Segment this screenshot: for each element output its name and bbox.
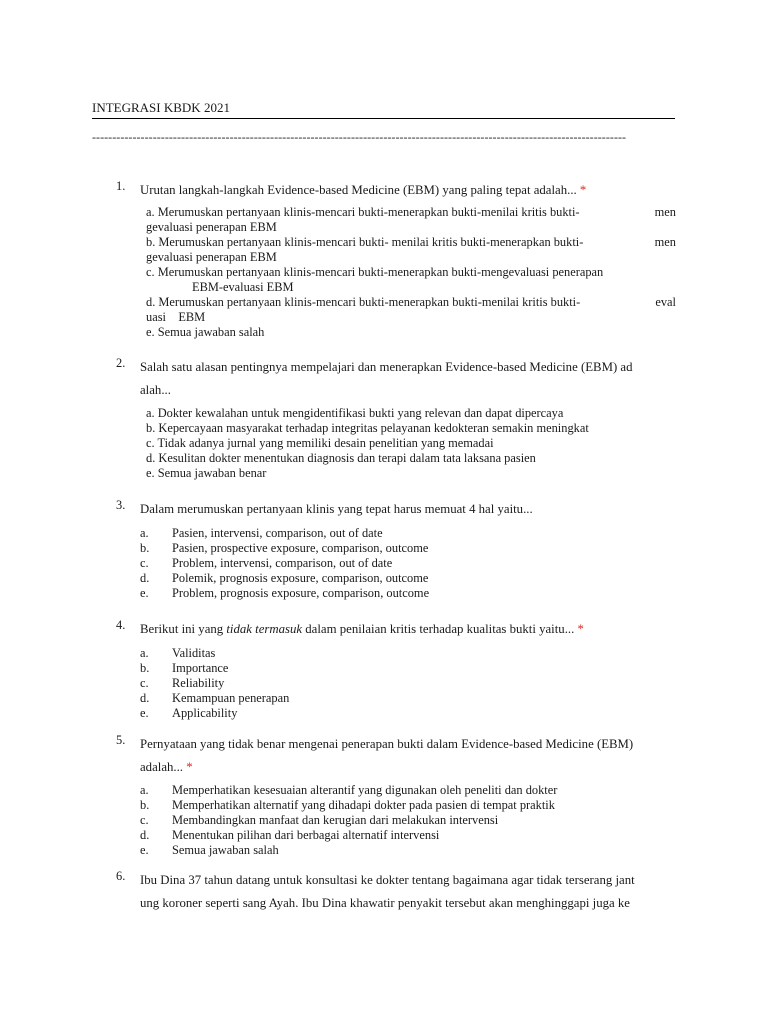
question-2 xyxy=(92,356,676,481)
options-list xyxy=(146,406,676,481)
options-list xyxy=(140,783,676,858)
option-c[interactable]: c. Tidak adanya jurnal yang memiliki desain penelitian yang memadai xyxy=(146,436,494,450)
options-list xyxy=(146,205,676,340)
question-text: Dalam merumuskan pertanyaan klinis yang tepat harus memuat 4 hal yaitu... xyxy=(140,502,533,516)
question-number: 4. xyxy=(116,618,126,632)
option-b[interactable]: b. Kepercayaan masyarakat terhadap integritas pelayanan kedokteran semakin meningkat xyxy=(146,421,589,435)
option-d[interactable]: d. Polemik, prognosis exposure, comparison, outcome xyxy=(140,571,429,585)
question-text: Urutan langkah-langkah Evidence-based Medicine (EBM) yang paling tepat adalah... * xyxy=(140,183,587,197)
question-number: 6. xyxy=(116,869,126,883)
option-c[interactable]: c. Problem, intervensi, comparison, out of date xyxy=(140,556,393,570)
options-list xyxy=(140,526,676,601)
option-c[interactable]: c. Membandingkan manfaat dan kerugian dari melakukan intervensi xyxy=(140,813,499,827)
question-number: 2. xyxy=(116,356,126,370)
question-number: 5. xyxy=(116,733,126,747)
question-5 xyxy=(92,733,676,858)
option-e[interactable]: e. Semua jawaban salah xyxy=(140,843,279,857)
question-6 xyxy=(92,869,676,915)
option-b[interactable]: b. Pasien, prospective exposure, comparison, outcome xyxy=(140,541,429,555)
option-e[interactable]: e. Applicability xyxy=(140,706,238,720)
question-3 xyxy=(92,498,676,601)
option-d[interactable]: d. Merumuskan pertanyaan klinis-mencari bukti-menerapkan bukti-menilai kritis bukti- eval uasi EBM xyxy=(146,295,676,324)
question-number: 1. xyxy=(116,179,126,193)
option-a[interactable]: a. Memperhatikan kesesuaian alterantif yang digunakan oleh peneliti dan dokter xyxy=(140,783,558,797)
option-a[interactable]: a. Dokter kewalahan untuk mengidentifikasi bukti yang relevan dan dapat dipercaya xyxy=(146,406,564,420)
option-e[interactable]: e. Problem, prognosis exposure, comparison, outcome xyxy=(140,586,430,600)
options-list xyxy=(140,646,676,721)
question-text: Pernyataan yang tidak benar mengenai penerapan bukti dalam Evidence-based Medicine (EBM) adalah... * xyxy=(140,737,634,774)
required-star: * xyxy=(579,183,587,197)
option-a[interactable]: a. Merumuskan pertanyaan klinis-mencari bukti-menerapkan bukti-menilai kritis bukti- men gevaluasi penerapan EBM xyxy=(146,205,676,234)
option-b[interactable]: b. Importance xyxy=(140,661,229,675)
question-number: 3. xyxy=(116,498,126,512)
option-b[interactable]: b. Memperhatikan alternatif yang dihadapi dokter pada pasien di tempat praktik xyxy=(140,798,555,812)
question-4 xyxy=(92,618,676,721)
option-a[interactable]: a. Validitas xyxy=(140,646,216,660)
option-d[interactable]: d. Kesulitan dokter menentukan diagnosis dan terapi dalam tata laksana pasien xyxy=(146,451,536,465)
separator-line: ------------------------------------------------------------------------------------------------------------------------------------ xyxy=(92,130,627,144)
question-text: Salah satu alasan pentingnya mempelajari dan menerapkan Evidence-based Medicine (EBM) ad alah... xyxy=(140,360,633,397)
option-e[interactable]: e. Semua jawaban benar xyxy=(146,466,267,480)
required-star: * xyxy=(186,760,193,774)
option-b[interactable]: b. Merumuskan pertanyaan klinis-mencari bukti- menilai kritis bukti-menerapkan bukti- men gevaluasi penerapan EBM xyxy=(146,235,676,264)
page-title: INTEGRASI KBDK 2021 xyxy=(92,100,675,119)
option-e[interactable]: e. Semua jawaban salah xyxy=(146,325,265,339)
option-d[interactable]: d. Kemampuan penerapan xyxy=(140,691,290,705)
question-text: Berikut ini yang tidak termasuk dalam penilaian kritis terhadap kualitas bukti yaitu... * xyxy=(140,622,584,636)
option-d[interactable]: d. Menentukan pilihan dari berbagai alternatif intervensi xyxy=(140,828,440,842)
option-c[interactable]: c. Merumuskan pertanyaan klinis-mencari bukti-menerapkan bukti-mengevaluasi penerapan EBM-evaluasi EBM xyxy=(146,265,604,294)
option-c[interactable]: c. Reliability xyxy=(140,676,225,690)
question-text: Ibu Dina 37 tahun datang untuk konsultasi ke dokter tentang bagaimana agar tidak terserang jant ung koroner seperti sang Ayah. Ibu Dina khawatir penyakit tersebut akan menghinggapi juga ke xyxy=(140,873,635,910)
option-a[interactable]: a. Pasien, intervensi, comparison, out of date xyxy=(140,526,383,540)
question-1 xyxy=(92,179,676,340)
required-star: * xyxy=(577,622,584,636)
